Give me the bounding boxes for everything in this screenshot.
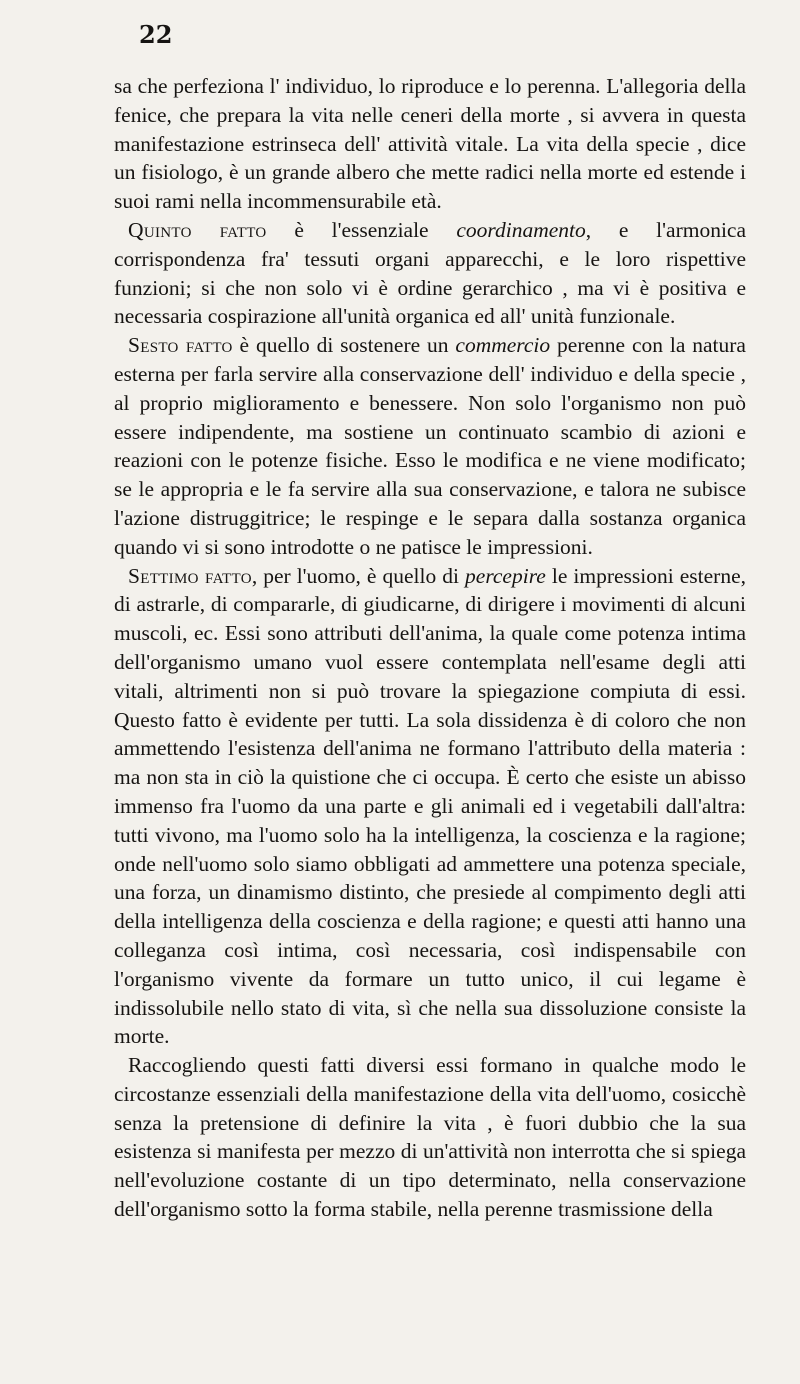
paragraph-text: le impressioni esterne, di astrarle, di compararle, di giudicarne, di dirigere i movimenti di alcuni muscoli, ec. Essi sono attributi dell'anima, la quale come potenza intima dell'organismo umano vuol essere contemplata nell'esame degli atti vitali, altrimenti non si può trovare la spiegazione compiuta di essi. Questo fatto è evidente per tutti. La sola dissidenza è di coloro che non ammettendo l'esistenza dell'anima ne formano l'attributo della materia : ma non sta in ciò la quistione che ci occupa. È certo che esiste un abisso immenso fra l'uomo da una parte e gli animali ed i vegetabili dall'altra: tutti vivono, ma l'uomo solo ha la intelligenza, la coscienza e la ragione; onde nell'uomo solo siamo obbligati ad ammettere una potenza speciale, una forza, un dinamismo distinto, che presiede al compimento degli atti della intelligenza della coscienza e della ragione; e questi atti hanno una colleganza così intima, così necessaria, così indispensabile con l'organismo vivente da formare un tutto unico, il cui legame è indissolubile nello stato di vita, sì che nella sua dissoluzione consiste la morte. — [114, 563, 747, 1049]
paragraph-text: è quello di sostenere un — [232, 333, 456, 358]
fact-heading: Sesto fatto — [128, 333, 233, 358]
fact-heading: Settimo fatto — [128, 563, 252, 588]
emphasis-term: coordinamento — [456, 217, 586, 242]
paragraph-sesto-fatto — [114, 331, 746, 561]
emphasis-term: commercio — [455, 333, 551, 358]
paragraph-quinto-fatto — [114, 216, 746, 331]
paragraph-text: , e l'armonica corrispondenza fra' tessuti organi apparecchi, e le loro rispettive funzioni; si che non solo vi è ordine gerarchico , ma vi è positiva e necessaria cospirazione all'unità organica ed all' unità funzionale. — [114, 217, 747, 329]
page-number: 22 — [139, 20, 173, 49]
paragraph-settimo-fatto — [114, 562, 746, 1052]
fact-heading: Quinto fatto — [128, 217, 267, 242]
paragraph-text: perenne con la natura esterna per farla servire alla conservazione dell' individuo e della specie , al proprio miglioramento e benessere. Non solo l'organismo non può essere indipendente, ma sostiene un continuato scambio di azioni e reazioni con le potenze fisiche. Esso le modifica e ne viene modificato; se le appropria e le fa servire alla sua conservazione, e talora ne subisce l'azione distruggitrice; le respinge e le separa dalla sostanza organica quando vi si sono introdotte o ne patisce le impressioni. — [114, 333, 746, 559]
emphasis-term: percepire — [465, 563, 546, 588]
paragraph-text: sa che perfeziona l' individuo, lo riproduce e lo perenna. L'allegoria della fenice, che prepara la vita nelle ceneri della morte , si avvera in questa manifestazione estrinseca dell' attività vitale. La vita della specie , dice un fisiologo, è un grande albero che mette radici nella morte ed estende i suoi rami nella incommensurabile età. — [114, 74, 746, 214]
paragraph-conclusion — [114, 1051, 746, 1224]
paragraph-text: Raccogliendo questi fatti diversi essi formano in qualche modo le circostanze essenziali della manifestazione della vita dell'uomo, cosicchè senza la pretensione di definire la vita , è fuori dubbio che la sua esistenza si manifesta per mezzo di un'attività non interrotta che si spiega nell'evoluzione costante di un tipo determinato, nella conservazione dell'organismo sotto la forma stabile, nella perenne trasmissione della — [114, 1053, 746, 1222]
body-text — [114, 72, 746, 1224]
paragraph-text: è l'essenziale — [266, 217, 457, 242]
paragraph-continuation — [114, 72, 746, 216]
paragraph-text: , per l'uomo, è quello di — [251, 563, 466, 588]
